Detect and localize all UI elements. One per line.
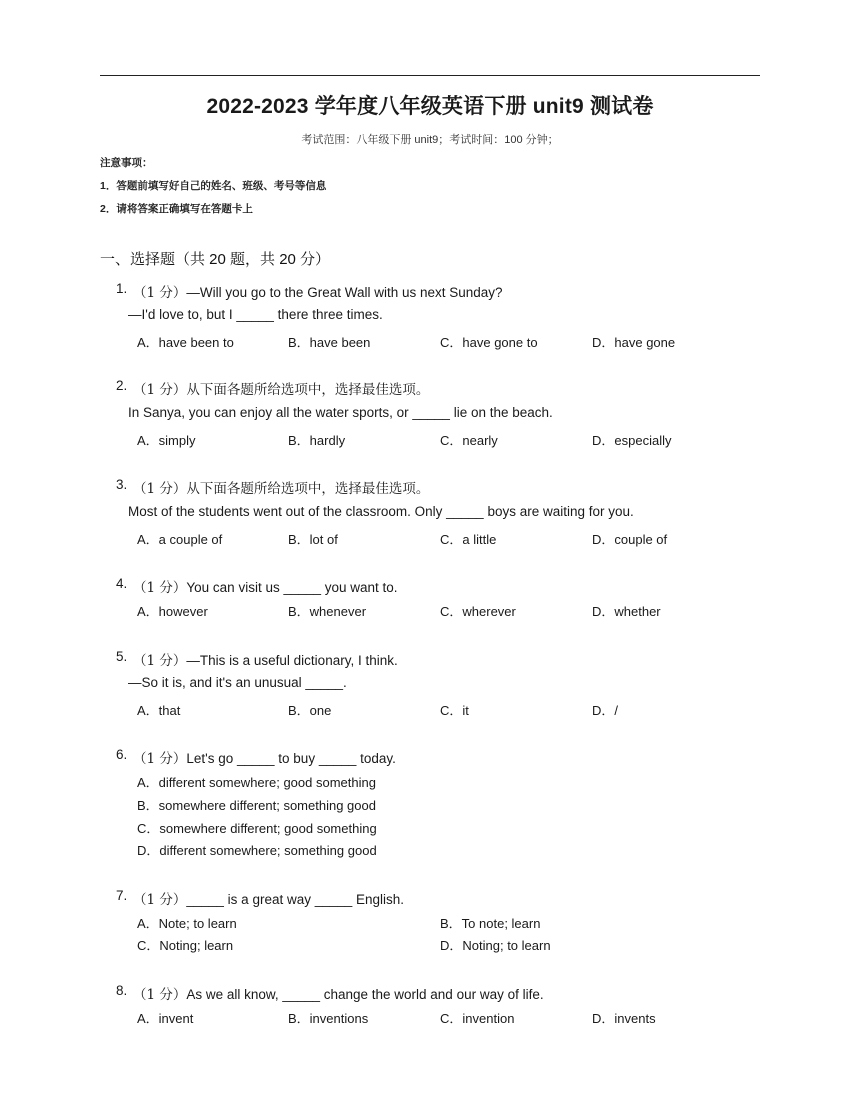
option-b[interactable]: B．somewhere different; something good <box>137 798 376 813</box>
option-a[interactable]: A．a couple of <box>137 532 223 547</box>
question-number: 2. <box>116 378 128 393</box>
question-number: 4. <box>116 576 128 591</box>
question-stem: 从下面各题所给选项中，选择最佳选项。 <box>186 481 430 497</box>
option-c[interactable]: C．a little <box>440 532 497 547</box>
option-d[interactable]: D．especially <box>592 433 672 448</box>
option-c[interactable]: C．nearly <box>440 433 498 448</box>
option-b[interactable]: B．hardly <box>288 433 346 448</box>
question-line: —I'd love to, but I _____ there three times. <box>128 307 383 322</box>
exam-info: 考试范围：八年级下册 unit9；考试时间：100 分钟； <box>301 134 559 146</box>
question-score: （1 分） <box>133 285 187 301</box>
top-rule <box>100 75 760 76</box>
question-score: （1 分） <box>133 892 187 908</box>
question-number: 7. <box>116 888 128 903</box>
option-a[interactable]: A．different somewhere; good something <box>137 775 376 790</box>
section-title: 一、选择题（共 20 题，共 20 分） <box>100 251 331 268</box>
option-c[interactable]: C．it <box>440 703 469 718</box>
question-number: 8. <box>116 983 128 998</box>
question-score: （1 分） <box>133 382 187 398</box>
option-c[interactable]: C．Noting; learn <box>137 938 234 953</box>
question-stem: 从下面各题所给选项中，选择最佳选项。 <box>186 382 430 398</box>
option-c[interactable]: C．somewhere different; good something <box>137 821 377 836</box>
question-stem: You can visit us _____ you want to. <box>186 580 398 595</box>
option-b[interactable]: B．To note; learn <box>440 916 541 931</box>
option-d[interactable]: D．invents <box>592 1011 656 1026</box>
option-c[interactable]: C．wherever <box>440 604 516 619</box>
question-line: Most of the students went out of the classroom. Only _____ boys are waiting for you. <box>128 504 634 519</box>
option-a[interactable]: A．invent <box>137 1011 194 1026</box>
question-number: 1. <box>116 281 128 296</box>
question-score: （1 分） <box>133 580 187 596</box>
option-a[interactable]: A．Note; to learn <box>137 916 237 931</box>
option-c[interactable]: C．have gone to <box>440 335 538 350</box>
notice-title: 注意事项： <box>100 157 153 169</box>
option-b[interactable]: B．one <box>288 703 332 718</box>
option-b[interactable]: B．inventions <box>288 1011 369 1026</box>
question-number: 5. <box>116 649 128 664</box>
option-d[interactable]: D．whether <box>592 604 661 619</box>
question-stem: As we all know, _____ change the world and our way of life. <box>186 987 544 1002</box>
question-line: —So it is, and it's an unusual _____. <box>128 675 347 690</box>
question-score: （1 分） <box>133 751 187 767</box>
question-score: （1 分） <box>133 987 187 1003</box>
notice-item-1: 1．答题前填写好自己的姓名、班级、考号等信息 <box>100 180 327 192</box>
question-number: 3. <box>116 477 128 492</box>
question-score: （1 分） <box>133 653 187 669</box>
option-a[interactable]: A．that <box>137 703 181 718</box>
question-stem: —Will you go to the Great Wall with us next Sunday? <box>186 285 503 300</box>
option-d[interactable]: D．couple of <box>592 532 668 547</box>
option-d[interactable]: D．/ <box>592 703 619 718</box>
question-stem: _____ is a great way _____ English. <box>186 892 405 907</box>
question-stem: —This is a useful dictionary, I think. <box>186 653 398 668</box>
option-d[interactable]: D．different somewhere; something good <box>137 843 377 858</box>
page-title: 2022-2023 学年度八年级英语下册 unit9 测试卷 <box>206 95 654 118</box>
question-stem: Let's go _____ to buy _____ today. <box>186 751 396 766</box>
option-d[interactable]: D．Noting; to learn <box>440 938 551 953</box>
option-c[interactable]: C．invention <box>440 1011 515 1026</box>
question-line: In Sanya, you can enjoy all the water sports, or _____ lie on the beach. <box>128 405 553 420</box>
question-score: （1 分） <box>133 481 187 497</box>
option-b[interactable]: B．have been <box>288 335 371 350</box>
option-a[interactable]: A．simply <box>137 433 196 448</box>
option-b[interactable]: B．lot of <box>288 532 338 547</box>
question-number: 6. <box>116 747 128 762</box>
option-a[interactable]: A．have been to <box>137 335 234 350</box>
option-b[interactable]: B．whenever <box>288 604 367 619</box>
notice-item-2: 2．请将答案正确填写在答题卡上 <box>100 203 253 215</box>
option-a[interactable]: A．however <box>137 604 208 619</box>
option-d[interactable]: D．have gone <box>592 335 676 350</box>
